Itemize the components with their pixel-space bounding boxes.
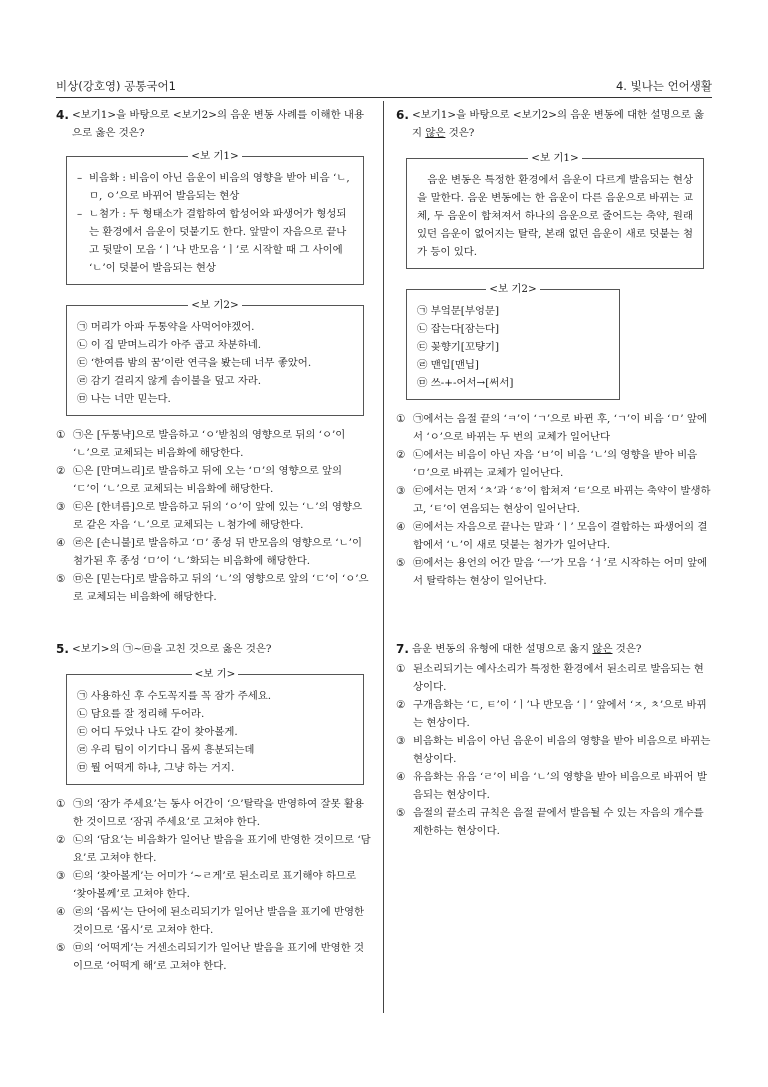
answer-choices (396, 660, 712, 840)
emphasis-underline: 않은 (592, 643, 613, 655)
answer-choice-2[interactable]: ② ㉡의 ‘담요’는 비음화가 일어난 발음을 표기에 반영한 것이므로 ‘담요’로 고쳐야 한다. (56, 834, 371, 864)
example-item: ㉣ 감기 걸리지 않게 솜이불을 덮고 자라. (77, 375, 262, 387)
box-title: <보 기1> (407, 149, 703, 167)
question-stem (396, 640, 712, 658)
example-item: ㉢ ‘한여름 밤의 꿈’이란 연극을 봤는데 너무 좋았어. (77, 357, 312, 369)
question-stem (56, 640, 372, 658)
answer-choice-4[interactable]: ④ 유음화는 유음 ‘ㄹ’이 비음 ‘ㄴ’의 영향을 받아 비음으로 바뀌어 발음되는 현상이다. (396, 771, 707, 801)
answer-choice-2[interactable]: ② ㉡에서는 비음이 아닌 자음 ‘ㅂ’이 비음 ‘ㄴ’의 영향을 받아 비음 ‘ㅁ’으로 바뀌는 교체가 일어난다. (396, 449, 698, 479)
header-course-title: 비상(강호영) 공통국어1 (56, 79, 176, 93)
answer-choice-1[interactable]: ① 된소리되기는 예사소리가 특정한 환경에서 된소리로 발음되는 현상이다. (396, 663, 704, 693)
left-column (56, 106, 372, 983)
example-item: ㉢ 어디 두었나 나도 같이 찾아볼게. (77, 726, 238, 738)
answer-choice-4[interactable]: ④ ㉣은 [손니불]로 발음하고 ‘ㅁ’ 종성 뒤 반모음의 영향으로 ‘ㄴ’이 첨가된 후 종성 ‘ㅁ’이 ‘ㄴ’화되는 비음화에 해당한다. (56, 537, 362, 567)
reference-box-2 (66, 299, 364, 416)
answer-choice-4[interactable]: ④ ㉣에서는 자음으로 끝나는 말과 ‘ㅣ’ 모음이 결합하는 파생어의 결합에서 ‘ㄴ’이 새로 덧붙는 첨가가 일어난다. (396, 521, 708, 551)
example-item: ㉠ 부엌문[부엉문] (417, 305, 500, 317)
question-5 (56, 640, 372, 975)
question-number: 5. (56, 642, 69, 656)
reference-box (66, 668, 364, 785)
question-text: <보기>의 ㉠~㉤을 고친 것으로 옳은 것은? (72, 643, 272, 655)
header-unit-title: 4. 빛나는 언어생활 (615, 79, 712, 93)
emphasis-underline: 않은 (425, 127, 446, 139)
answer-choice-5[interactable]: ⑤ ㉤은 [믿는다]로 발음하고 뒤의 ‘ㄴ’의 영향으로 앞의 ‘ㄷ’이 ‘ㅇ’으로 교체되는 비음화에 해당한다. (56, 573, 369, 603)
question-number: 6. (396, 108, 409, 122)
answer-choice-4[interactable]: ④ ㉣의 ‘몹씨’는 단어에 된소리되기가 일어난 발음을 표기에 반영한 것이므로 ‘몹시’로 고쳐야 한다. (56, 906, 365, 936)
question-text: 음운 변동의 유형에 대한 설명으로 옳지 않은 것은? (412, 643, 642, 655)
question-6 (396, 106, 712, 590)
definition-nasalization: – 비음화 : 비음이 아닌 음운이 비음의 영향을 받아 비음 ‘ㄴ, ㅁ, ㅇ’으로 바뀌어 발음되는 현상 (77, 172, 350, 202)
example-item: ㉠ 사용하신 후 수도꼭지를 꼭 잠가 주세요. (77, 690, 272, 702)
header-rule (56, 97, 712, 98)
reference-box-1 (406, 152, 704, 269)
box-title: <보 기2> (67, 296, 363, 314)
question-stem (396, 106, 712, 142)
example-item: ㉣ 우리 팀이 이기다니 몹씨 흥분되는데 (77, 744, 255, 756)
question-number: 4. (56, 108, 69, 122)
answer-choice-3[interactable]: ③ ㉢은 [한녀름]으로 발음하고 뒤의 ‘ㅇ’이 앞에 있는 ‘ㄴ’의 영향으로 같은 자음 ‘ㄴ’으로 교체되는 ㄴ첨가에 해당한다. (56, 501, 362, 531)
question-7 (396, 640, 712, 840)
answer-choice-2[interactable]: ② ㉡은 [만며느리]로 발음하고 뒤에 오는 ‘ㅁ’의 영향으로 앞의 ‘ㄷ’이 ‘ㄴ’으로 교체되는 비음화에 해당한다. (56, 465, 343, 495)
definition-n-insertion: – ㄴ첨가 : 두 형태소가 결합하여 합성어와 파생어가 형성되는 환경에서 음운이 덧붙기도 한다. 앞말이 자음으로 끝나고 뒷말이 모음 ‘ㅣ’나 반모음 ‘ㅣ’로 시작할 때 그 사이에 ‘ㄴ’이 덧붙어 발음되는 현상 (77, 208, 347, 274)
example-item: ㉡ 담요를 잘 정리해 두어라. (77, 708, 205, 720)
example-item: ㉤ 나는 너만 믿는다. (77, 393, 171, 405)
answer-choice-5[interactable]: ⑤ ㉤에서는 용언의 어간 말음 ‘ㅡ’가 모음 ‘ㅓ’로 시작하는 어미 앞에서 탈락하는 현상이 일어난다. (396, 557, 708, 587)
box-title: <보 기2> (407, 280, 619, 298)
reference-box-1 (66, 150, 364, 285)
answer-choice-3[interactable]: ③ ㉢에서는 먼저 ‘ㅊ’과 ‘ㅎ’이 합쳐져 ‘ㅌ’으로 바뀌는 축약이 발생하고, ‘ㅌ’이 연음되는 현상이 일어난다. (396, 485, 711, 515)
answer-choice-1[interactable]: ① ㉠에서는 음절 끝의 ‘ㅋ’이 ‘ㄱ’으로 바뀐 후, ‘ㄱ’이 비음 ‘ㅁ’ 앞에서 ‘ㅇ’으로 바뀌는 두 번의 교체가 일어난다 (396, 413, 707, 443)
example-item: ㉤ 뭘 어떡게 하냐, 그냥 하는 거지. (77, 762, 235, 774)
right-column (396, 106, 712, 848)
example-item: ㉡ 잡는다[잠는다] (417, 323, 500, 335)
answer-choice-3[interactable]: ③ 비음화는 비음이 아닌 음운이 비음의 영향을 받아 비음으로 바뀌는 현상이다. (396, 735, 711, 765)
question-4 (56, 106, 372, 606)
example-item: ㉢ 꽂향기[꼬턍기] (417, 341, 500, 353)
box-title: <보 기1> (67, 147, 363, 165)
box-paragraph: 음운 변동은 특정한 환경에서 음운이 다르게 발음되는 현상을 말한다. 음운 변동에는 한 음운이 다른 음운으로 바뀌는 교체, 두 음운이 합쳐져서 하나의 음운으로 줄어드는 축약, 원래 있던 음운이 없어지는 탈락, 본래 없던 음운이 새로 덧붙는 첨가 등이 있다. (417, 174, 693, 258)
question-stem (56, 106, 372, 142)
example-item: ㉠ 머리가 아파 두통약을 사먹어야겠어. (77, 321, 255, 333)
question-text: <보기1>을 바탕으로 <보기2>의 음운 변동에 대한 설명으로 옳지 않은 것은? (412, 109, 704, 139)
answer-choice-1[interactable]: ① ㉠의 ‘잠가 주세요’는 동사 어간이 ‘으’탈락을 반영하여 잘못 활용한 것이므로 ‘잠궈 주세요’로 고쳐야 한다. (56, 798, 364, 828)
question-text: <보기1>을 바탕으로 <보기2>의 음운 변동 사례를 이해한 내용으로 옳은 것은? (72, 109, 364, 139)
question-number: 7. (396, 642, 409, 656)
reference-box-2 (406, 283, 620, 400)
answer-choices (396, 410, 712, 590)
box-title: <보 기> (67, 665, 363, 683)
answer-choice-2[interactable]: ② 구개음화는 ‘ㄷ, ㅌ’이 ‘ㅣ’나 반모음 ‘ㅣ’ 앞에서 ‘ㅈ, ㅊ’으로 바뀌는 현상이다. (396, 699, 707, 729)
example-item: ㉤ 쓰-+-어서→[써서] (417, 377, 514, 389)
answer-choices (56, 426, 372, 606)
column-divider (383, 101, 384, 1013)
example-item: ㉣ 맨입[맨닙] (417, 359, 479, 371)
answer-choice-1[interactable]: ① ㉠은 [두통냑]으로 발음하고 ‘ㅇ’받침의 영향으로 뒤의 ‘ㅇ’이 ‘ㄴ’으로 교체되는 비음화에 해당한다. (56, 429, 346, 459)
example-item: ㉡ 이 집 맏며느리가 아주 곱고 차분하네. (77, 339, 262, 351)
answer-choice-5[interactable]: ⑤ ㉤의 ‘어떡게’는 거센소리되기가 일어난 발음을 표기에 반영한 것이므로 ‘어떡게 해’로 고쳐야 한다. (56, 942, 365, 972)
answer-choice-5[interactable]: ⑤ 음절의 끝소리 규칙은 음절 끝에서 발음될 수 있는 자음의 개수를 제한하는 현상이다. (396, 807, 704, 837)
answer-choice-3[interactable]: ③ ㉢의 ‘찾아볼게’는 어미가 ‘~ㄹ게’로 된소리로 표기해야 하므로 ‘찾아볼께’로 고쳐야 한다. (56, 870, 356, 900)
answer-choices (56, 795, 372, 975)
